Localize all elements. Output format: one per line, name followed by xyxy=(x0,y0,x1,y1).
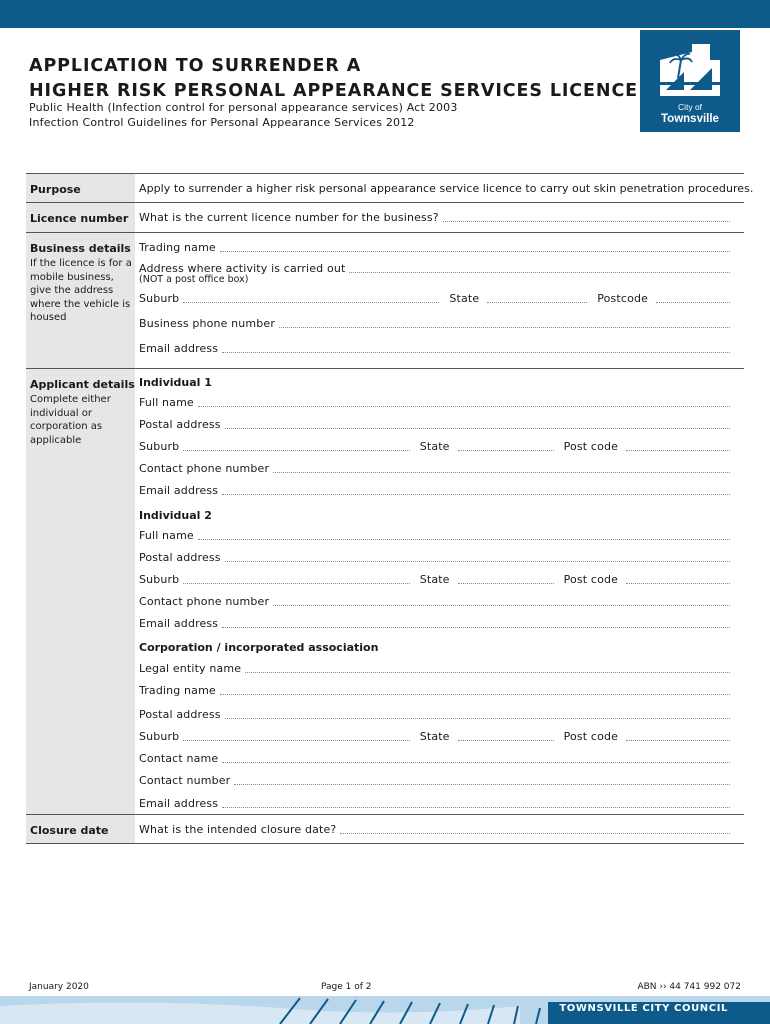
footer-date: January 2020 xyxy=(29,982,89,992)
purpose-label: Purpose xyxy=(30,183,81,196)
footer-abn: ABN ›› 44 741 992 072 xyxy=(637,982,741,992)
corporation-heading: Corporation / incorporated association xyxy=(139,641,379,654)
business-phone-field[interactable]: Business phone number xyxy=(139,316,730,330)
closure-section xyxy=(26,814,744,844)
corp-contact-name-field[interactable]: Contact name xyxy=(139,751,730,765)
logo-townsville: Townsville xyxy=(661,113,719,125)
applicant-section xyxy=(26,368,744,814)
business-label: Business details xyxy=(30,242,131,255)
licence-number-label: What is the current licence number for the business? xyxy=(139,211,439,224)
ind2-state-input[interactable] xyxy=(458,583,554,584)
ind1-state-input[interactable] xyxy=(458,450,554,451)
licence-section xyxy=(26,202,744,232)
ind1-phone-field[interactable]: Contact phone number xyxy=(139,461,730,475)
townsville-logo-mark-icon xyxy=(640,30,740,132)
individual-1-heading: Individual 1 xyxy=(139,376,212,389)
applicant-label: Applicant details xyxy=(30,378,135,391)
footer-council-name: TOWNSVILLE CITY COUNCIL xyxy=(559,1003,728,1014)
business-section xyxy=(26,232,744,368)
ind1-email-field[interactable]: Email address xyxy=(139,483,730,497)
business-email-input[interactable] xyxy=(222,352,730,353)
closure-date-field[interactable]: What is the intended closure date? xyxy=(139,822,730,836)
ind1-suburb-row[interactable]: Suburb State Post code xyxy=(139,439,730,453)
business-suburb-row[interactable]: Suburb State Postcode xyxy=(139,291,730,305)
act-reference: Public Health (Infection control for personal appearance services) Act 2003 xyxy=(29,101,458,114)
corp-contact-name-input[interactable] xyxy=(222,762,730,763)
ind1-full-name-field[interactable]: Full name xyxy=(139,395,730,409)
footer-page-number: Page 1 of 2 xyxy=(321,982,372,992)
ind2-postal-input[interactable] xyxy=(225,561,730,562)
licence-number-field[interactable] xyxy=(139,210,730,224)
corp-postal-input[interactable] xyxy=(225,718,730,719)
ind1-postal-field[interactable]: Postal address xyxy=(139,417,730,431)
corp-legal-name-field[interactable]: Legal entity name xyxy=(139,661,730,675)
corp-postal-field[interactable]: Postal address xyxy=(139,707,730,721)
logo-city-of: City of xyxy=(677,102,703,112)
ind2-suburb-row[interactable]: Suburb State Post code xyxy=(139,572,730,586)
ind2-phone-field[interactable]: Contact phone number xyxy=(139,594,730,608)
corp-trading-name-field[interactable]: Trading name xyxy=(139,683,730,697)
ind1-postcode-input[interactable] xyxy=(626,450,730,451)
page-title xyxy=(29,54,638,104)
ind2-full-name-input[interactable] xyxy=(198,539,730,540)
corp-email-input[interactable] xyxy=(222,807,730,808)
corp-legal-name-input[interactable] xyxy=(245,672,730,673)
purpose-text: Apply to surrender a higher risk personal appearance service licence to carry out skin penetration procedures. xyxy=(139,182,754,195)
licence-label: Licence number xyxy=(30,212,129,225)
ind1-phone-input[interactable] xyxy=(273,472,730,473)
corp-contact-number-input[interactable] xyxy=(234,784,730,785)
ind2-full-name-field[interactable]: Full name xyxy=(139,528,730,542)
ind2-postal-field[interactable]: Postal address xyxy=(139,550,730,564)
corp-contact-number-field[interactable]: Contact number xyxy=(139,773,730,787)
corp-trading-name-input[interactable] xyxy=(220,694,730,695)
licence-number-input[interactable] xyxy=(443,221,730,222)
ind2-suburb-input[interactable] xyxy=(183,583,409,584)
ind2-email-field[interactable]: Email address xyxy=(139,616,730,630)
ind1-postal-input[interactable] xyxy=(225,428,730,429)
form-bottom-rule xyxy=(26,843,744,844)
individual-2-heading: Individual 2 xyxy=(139,509,212,522)
title-line-1: APPLICATION TO SURRENDER A xyxy=(29,56,362,76)
ind2-postcode-input[interactable] xyxy=(626,583,730,584)
closure-label: Closure date xyxy=(30,824,109,837)
business-postcode-input[interactable] xyxy=(656,302,730,303)
purpose-section xyxy=(26,173,754,202)
ind2-phone-input[interactable] xyxy=(273,605,730,606)
ind1-email-input[interactable] xyxy=(222,494,730,495)
applicant-note: Complete either individual or corporation as applicable xyxy=(30,394,111,446)
top-banner xyxy=(0,0,770,28)
ind1-full-name-input[interactable] xyxy=(198,406,730,407)
business-state-input[interactable] xyxy=(487,302,587,303)
ind2-email-input[interactable] xyxy=(222,627,730,628)
corp-email-field[interactable]: Email address xyxy=(139,796,730,810)
corp-suburb-row[interactable]: Suburb State Post code xyxy=(139,729,730,743)
business-email-field[interactable]: Email address xyxy=(139,341,730,355)
title-line-2: HIGHER RISK PERSONAL APPEARANCE SERVICES LICENCE xyxy=(29,81,639,101)
corp-state-input[interactable] xyxy=(458,740,554,741)
business-trading-name-field[interactable]: Trading name xyxy=(139,240,730,254)
business-address-input[interactable] xyxy=(349,272,730,273)
address-hint: (NOT a post office box) xyxy=(139,274,249,285)
closure-date-input[interactable] xyxy=(340,833,730,834)
business-trading-name-input[interactable] xyxy=(220,251,730,252)
business-address-field[interactable]: Address where activity is carried out xyxy=(139,261,730,275)
corp-suburb-input[interactable] xyxy=(183,740,409,741)
business-suburb-input[interactable] xyxy=(183,302,439,303)
townsville-logo xyxy=(640,30,740,132)
business-phone-input[interactable] xyxy=(279,327,730,328)
business-note: If the licence is for a mobile business, give the address where the vehicle is housed xyxy=(30,258,132,323)
corp-postcode-input[interactable] xyxy=(626,740,730,741)
ind1-suburb-input[interactable] xyxy=(183,450,409,451)
guidelines-reference: Infection Control Guidelines for Personal Appearance Services 2012 xyxy=(29,116,415,129)
